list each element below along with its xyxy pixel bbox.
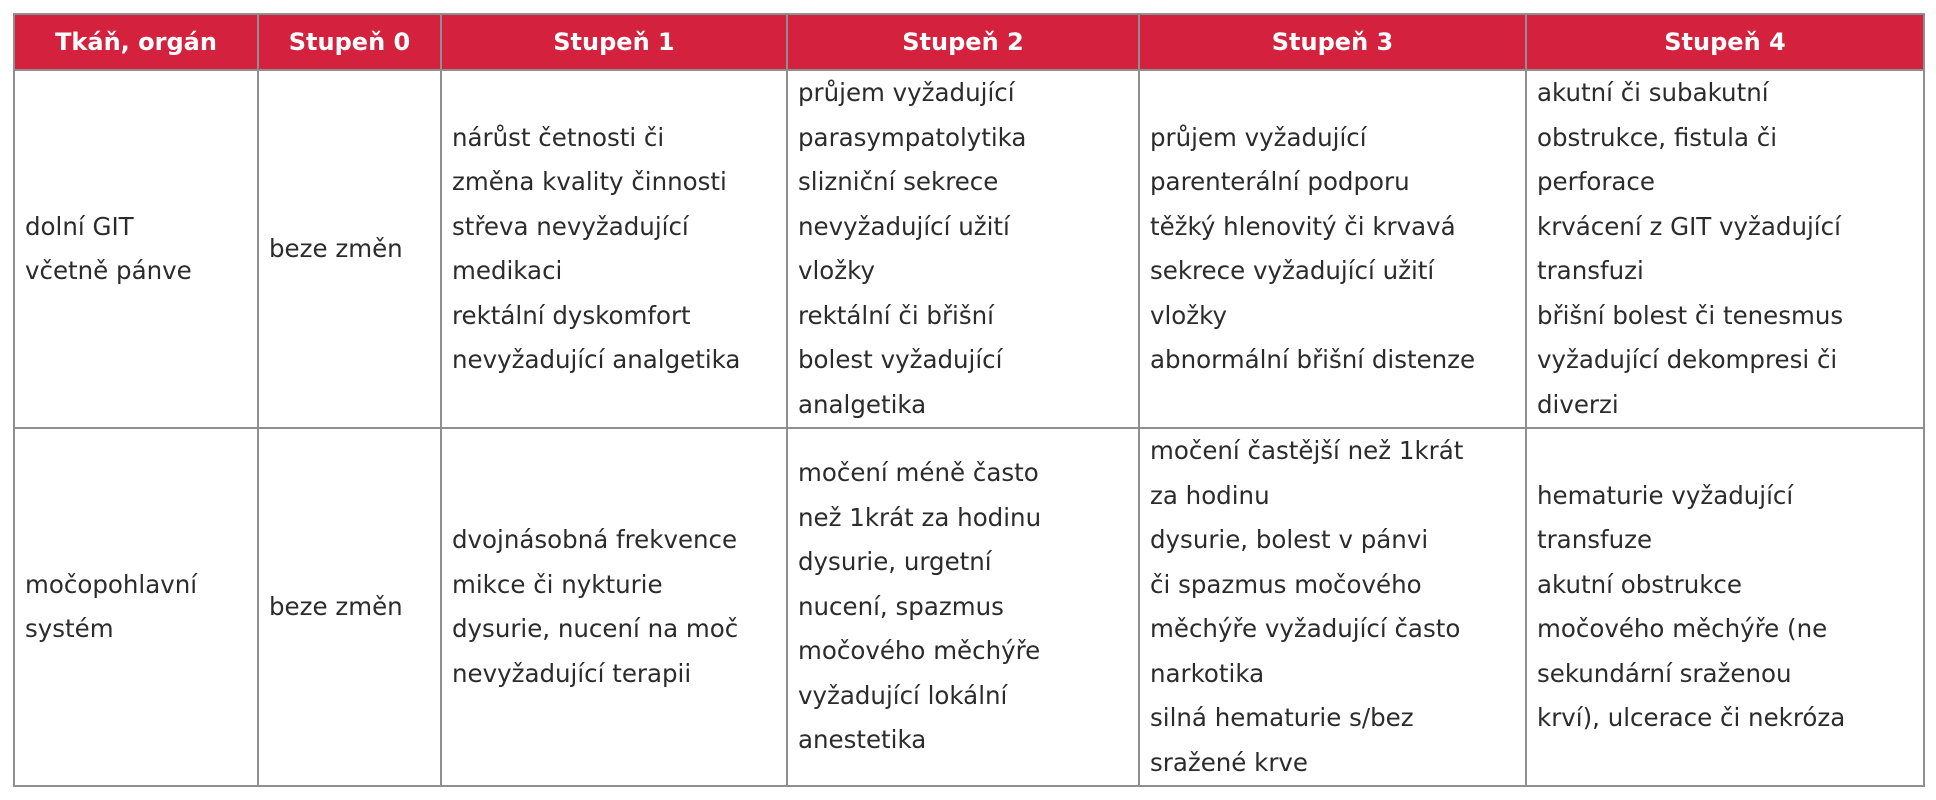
toxicity-grade-table [13, 13, 1925, 787]
cell-grade-1: nárůst četnosti či změna kvality činnosti střeva nevyžadující medikaci rektální dyskomfort nevyžadující analgetika [441, 70, 787, 428]
cell-grade-0: beze změn [258, 70, 441, 428]
cell-grade-0: beze změn [258, 428, 441, 786]
cell-organ: dolní GIT včetně pánve [14, 70, 258, 428]
toxicity-table-container [13, 13, 1925, 787]
cell-grade-3: průjem vyžadující parenterální podporu těžký hlenovitý či krvavá sekrece vyžadující užití vložky abnormální břišní distenze [1139, 70, 1526, 428]
cell-grade-3: močení častější než 1krát za hodinu dysurie, bolest v pánvi či spazmus močového měchýře vyžadující často narkotika silná hematurie s/bez sražené krve [1139, 428, 1526, 786]
header-grade-3: Stupeň 3 [1139, 14, 1526, 70]
header-grade-0: Stupeň 0 [258, 14, 441, 70]
cell-grade-2: močení méně často než 1krát za hodinu dysurie, urgetní nucení, spazmus močového měchýře vyžadující lokální anestetika [787, 428, 1139, 786]
header-grade-4: Stupeň 4 [1526, 14, 1924, 70]
table-row-genitourinary [14, 428, 1924, 786]
header-grade-2: Stupeň 2 [787, 14, 1139, 70]
table-row-lower-git [14, 70, 1924, 428]
header-grade-1: Stupeň 1 [441, 14, 787, 70]
header-organ: Tkáň, orgán [14, 14, 258, 70]
cell-grade-4: akutní či subakutní obstrukce, fistula či perforace krvácení z GIT vyžadující transfuzi břišní bolest či tenesmus vyžadující dekompresi či diverzi [1526, 70, 1924, 428]
cell-organ: močopohlavní systém [14, 428, 258, 786]
table-body [14, 70, 1924, 786]
cell-grade-2: průjem vyžadující parasympatolytika slizniční sekrece nevyžadující užití vložky rektální či břišní bolest vyžadující analgetika [787, 70, 1139, 428]
table-header [14, 14, 1924, 70]
cell-grade-1: dvojnásobná frekvence mikce či nykturie dysurie, nucení na moč nevyžadující terapii [441, 428, 787, 786]
cell-grade-4: hematurie vyžadující transfuze akutní obstrukce močového měchýře (ne sekundární sraženou krví), ulcerace či nekróza [1526, 428, 1924, 786]
header-row [14, 14, 1924, 70]
